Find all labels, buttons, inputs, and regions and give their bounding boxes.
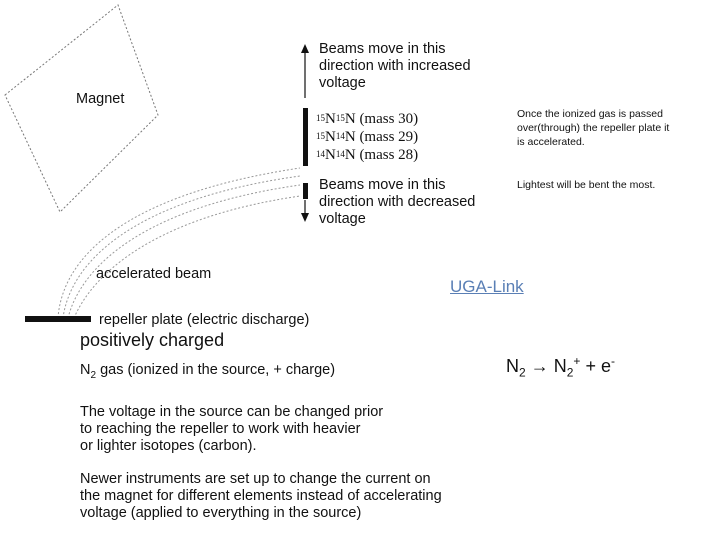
beam-path-2 — [63, 176, 300, 318]
isotope-list — [316, 110, 418, 164]
accelerated-beam-label: accelerated beam — [96, 266, 212, 282]
positively-charged-label: positively charged — [80, 330, 225, 350]
beam-path-1 — [58, 168, 300, 318]
repeller-label: repeller plate (electric discharge) — [99, 312, 310, 328]
beam-path-3 — [68, 185, 300, 318]
arrow-up-icon — [301, 44, 309, 53]
beam-path-4 — [74, 196, 300, 318]
gas-label: $N_2$ gas (ionized in the source, + charge) — [80, 362, 336, 381]
isotope-row-30: $^{15}N^{15}N$ (mass 30) — [316, 111, 419, 127]
uga-link[interactable]: UGA-Link — [450, 277, 524, 296]
newer-paragraph: Newer instruments are set up to change the current on the magnet for different elements instead of accelerating voltage (applied to everything in the source) — [80, 471, 442, 521]
beams-down-label: Beams move in this direction with decreased voltage — [319, 177, 476, 227]
arrow-down-icon — [301, 213, 309, 222]
magnet-label: Magnet — [76, 91, 125, 107]
magnet-shape — [5, 5, 158, 212]
ionization-equation: $N_2 \to N_2^+ + e^-$ — [506, 354, 615, 380]
voltage-paragraph: The voltage in the source can be changed prior to reaching the repeller to work with heavier or lighter isotopes (carbon). — [80, 404, 384, 454]
detector-bar — [303, 108, 308, 166]
detector-bar-lower — [303, 183, 308, 199]
isotope-row-29: $^{15}N^{14}N$ (mass 29) — [316, 129, 419, 145]
isotope-row-28: $^{14}N^{14}N$ (mass 28) — [316, 147, 419, 163]
note-ionized: Once the ionized gas is passed over(through) the repeller plate it is accelerated. — [517, 108, 670, 148]
note-lightest: Lightest will be bent the most. — [517, 179, 656, 191]
repeller-plate — [25, 316, 91, 322]
beams-up-label: Beams move in this direction with increased voltage — [319, 41, 471, 91]
